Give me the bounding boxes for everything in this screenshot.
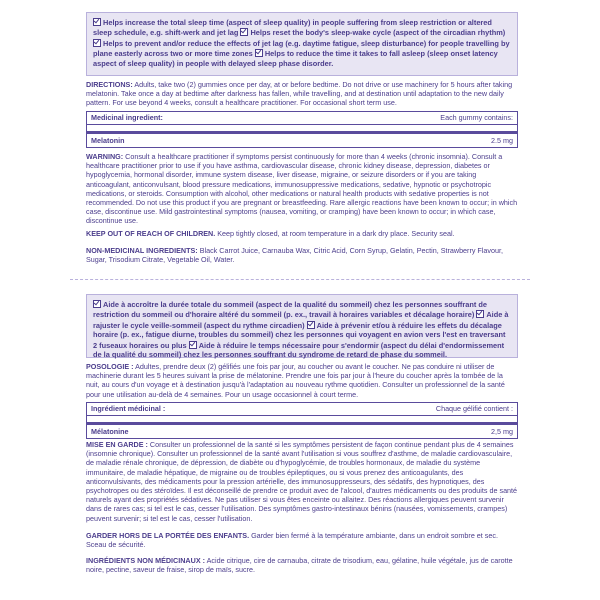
med-header-right: Each gummy contains: bbox=[440, 113, 513, 122]
medicinal-table-en bbox=[86, 111, 518, 148]
benefit-4: Helps to reduce the time it takes to fall asleep (sleep onset latency aspect of sleep quality) in people with delayed sleep phase disorder. bbox=[93, 49, 498, 68]
med-header-left: Medicinal ingredient: bbox=[91, 113, 163, 122]
checkbox-icon bbox=[476, 310, 484, 318]
benefit-3: Aide à prévenir et/ou à réduire les effets du décalage horaire (p. ex., fatigue diurne, troubles du sommeil) chez les personnes qui voyagent en avion vers l'est en traversant 2 fuseaux horaires ou plus bbox=[93, 320, 506, 350]
keep-out-en bbox=[86, 229, 518, 238]
med-header-right: Chaque gélifié contient : bbox=[435, 404, 513, 413]
directions-label: POSOLOGIE : bbox=[86, 362, 134, 371]
checkbox-icon bbox=[93, 300, 101, 308]
nonmed-text: Black Carrot Juice, Carnauba Wax, Citric Acid, Corn Syrup, Gelatin, Pectin, Strawberry Flavour, Sugar, Trisodium Citrate, Vegetable Oil, Water. bbox=[86, 246, 504, 265]
warning-fr bbox=[86, 440, 518, 523]
nonmed-en bbox=[86, 246, 518, 264]
nonmed-text: Acide citrique, cire de carnauba, citrate de trisodium, eau, gélatine, huile végétale, jus de carotte noire, pectine, saveur de fraise, sirop de maïs, sucre. bbox=[86, 556, 513, 575]
checkbox-icon bbox=[189, 341, 197, 349]
med-name: Melatonin bbox=[91, 135, 125, 145]
benefits-box-en bbox=[86, 12, 518, 76]
benefit-2: Aide à rajuster le cycle veille-sommeil (aspect du rythme circadien) bbox=[93, 310, 509, 330]
checkbox-icon bbox=[93, 18, 101, 26]
med-amount: 2,5 mg bbox=[491, 426, 513, 436]
benefit-1: Aide à accroître la durée totale du sommeil (aspect de la qualité du sommeil) chez les personnes souffrant de restriction du sommeil ou d'horaire altéré du sommeil (p. ex., travail à horaires variables et décalage horaire) bbox=[93, 300, 488, 320]
directions-fr bbox=[86, 362, 518, 399]
benefit-3: Helps to prevent and/or reduce the effects of jet lag (e.g. daytime fatigue, sleep disturbance) for people travelling by plane easterly across two or more time zones bbox=[93, 38, 510, 59]
section-divider bbox=[70, 279, 530, 280]
nonmed-label: NON-MEDICINAL INGREDIENTS: bbox=[86, 246, 198, 255]
benefit-1: Helps increase the total sleep time (aspect of sleep quality) in people suffering from sleep restriction or altered sleep schedule, e.g. shift-werk and jet lag bbox=[93, 18, 492, 38]
nonmed-label: INGRÉDIENTS NON MÉDICINAUX : bbox=[86, 556, 205, 565]
med-amount: 2.5 mg bbox=[491, 135, 513, 145]
warning-text: Consulter un professionnel de la santé si les symptômes persistent de façon continue pendant plus de 4 semaines (insomnie chronique). Consulter un professionnel de la santé avant l'utilisation si vous souffrez d'asthme, de maladie cardiovasculaire, de maladie rénale chronique, de dépression, de diabète ou d'hypoglycémie, de troubles hormonaux, de maladie du système immunitaire, de maladie hépatique, de migraine ou de troubles épileptiques, ou si vous prenez des anticoagulants, des anticonvulsivants, des médicaments pour la pression artérielle, des immunosuppresseurs, des sédatifs, des hypnotiques, des psychotropes ou des stéroïdes. Il est déconseillé de prendre ce produit avec de l'alcool, d'autres médicaments ou des produits de santé naturels ayant des propriétés sédatives. Ne pas utiliser si vous êtes enceinte ou allaitez. Des réactions allergiques peuvent survenir dans de rares cas; si tel est le cas, cesser l'utilisation. Des symptômes gastro-intestinaux bénins (nausées, vomissements, crampes) peuvent survenir; si tel est le cas, cesser l'utilisation. bbox=[86, 440, 518, 523]
keep-text: Keep tightly closed, at room temperature in a dark dry place. Security seal. bbox=[217, 229, 455, 238]
checkbox-icon bbox=[255, 49, 263, 57]
benefit-4: Aide à réduire le temps nécessaire pour s'endormir (aspect du délai d'endormissement de la qualité du sommeil) chez les personnes souffrant du syndrome de retard de phase du sommeil. bbox=[93, 340, 505, 360]
checkbox-icon bbox=[240, 28, 248, 36]
med-header-left: Ingrédient médicinal : bbox=[91, 404, 166, 413]
keep-text: Garder bien fermé à la température ambiante, dans un endroit sombre et sec. Sceau de sécurité. bbox=[86, 531, 498, 550]
warning-label: MISE EN GARDE : bbox=[86, 440, 148, 449]
keep-label: KEEP OUT OF REACH OF CHILDREN. bbox=[86, 229, 216, 238]
keep-out-fr bbox=[86, 531, 518, 549]
nonmed-fr bbox=[86, 556, 518, 574]
benefits-box-fr bbox=[86, 294, 518, 358]
directions-label: DIRECTIONS: bbox=[86, 80, 133, 89]
med-name: Mélatonine bbox=[91, 426, 129, 436]
checkbox-icon bbox=[307, 321, 315, 329]
directions-text: Adults, take two (2) gummies once per day, at or before bedtime. Do not drive or use machinery for 5 hours after taking melatonin. Take once a day at bedtime after darkness has fallen, while travelling, and at destination until adaptation to the new daily pattern. For use beyond 4 weeks, consult a healthcare practitioner. For occasional short term use. bbox=[86, 80, 513, 108]
warning-label: WARNING: bbox=[86, 152, 124, 161]
warning-text: Consult a healthcare practitioner if symptoms persist continuously for more than 4 weeks (chronic insomnia). Consult a healthcare practitioner prior to use if you have asthma, cardiovascular disease, chronic kidney disease, depression, diabetes or hypoglycemia, hormonal disorder, immune system disease, liver disease, migraine, or seizure disorders or if you are taking anticoagulant, anticonvulsant, blood pressure medications, immunosuppressive medications, sedative, hypnotic or psychotropic medications, or steroids. Consumption with alcohol, other medications or natural health products with sedative properties is not recommended. Do not use this product if you are pregnant or breastfeeding. Rare allergic reactions have been known to occur; in which case, discontinue use. Mild gastrointestinal symptoms (nausea, vomiting, or cramping) have been known to occur; in which case, discontinue use. bbox=[86, 152, 518, 226]
directions-en bbox=[86, 80, 518, 108]
checkbox-icon bbox=[93, 39, 101, 47]
medicinal-table-fr bbox=[86, 402, 518, 439]
keep-label: GARDER HORS DE LA PORTÉE DES ENFANTS. bbox=[86, 531, 250, 540]
directions-text: Adultes, prendre deux (2) gélifiés une fois par jour, au coucher ou avant le coucher. Ne pas conduire ni utiliser de machinerie durant les 5 heures suivant la prise de mélatonine. Prendre une fois par jour à l'heure du coucher après la tombée de la nuit, au cours d'un voyage et à destination jusqu'à l'adaptation au nouveau rythme quotidien. Consulter un professionnel de la santé pour une utilisation au-delà de 4 semaines. Pour un usage occasionnel à court terme. bbox=[86, 362, 505, 399]
benefit-2: Helps reset the body's sleep-wake cycle (aspect of the circadian rhythm) bbox=[250, 28, 506, 38]
warning-en bbox=[86, 152, 518, 226]
